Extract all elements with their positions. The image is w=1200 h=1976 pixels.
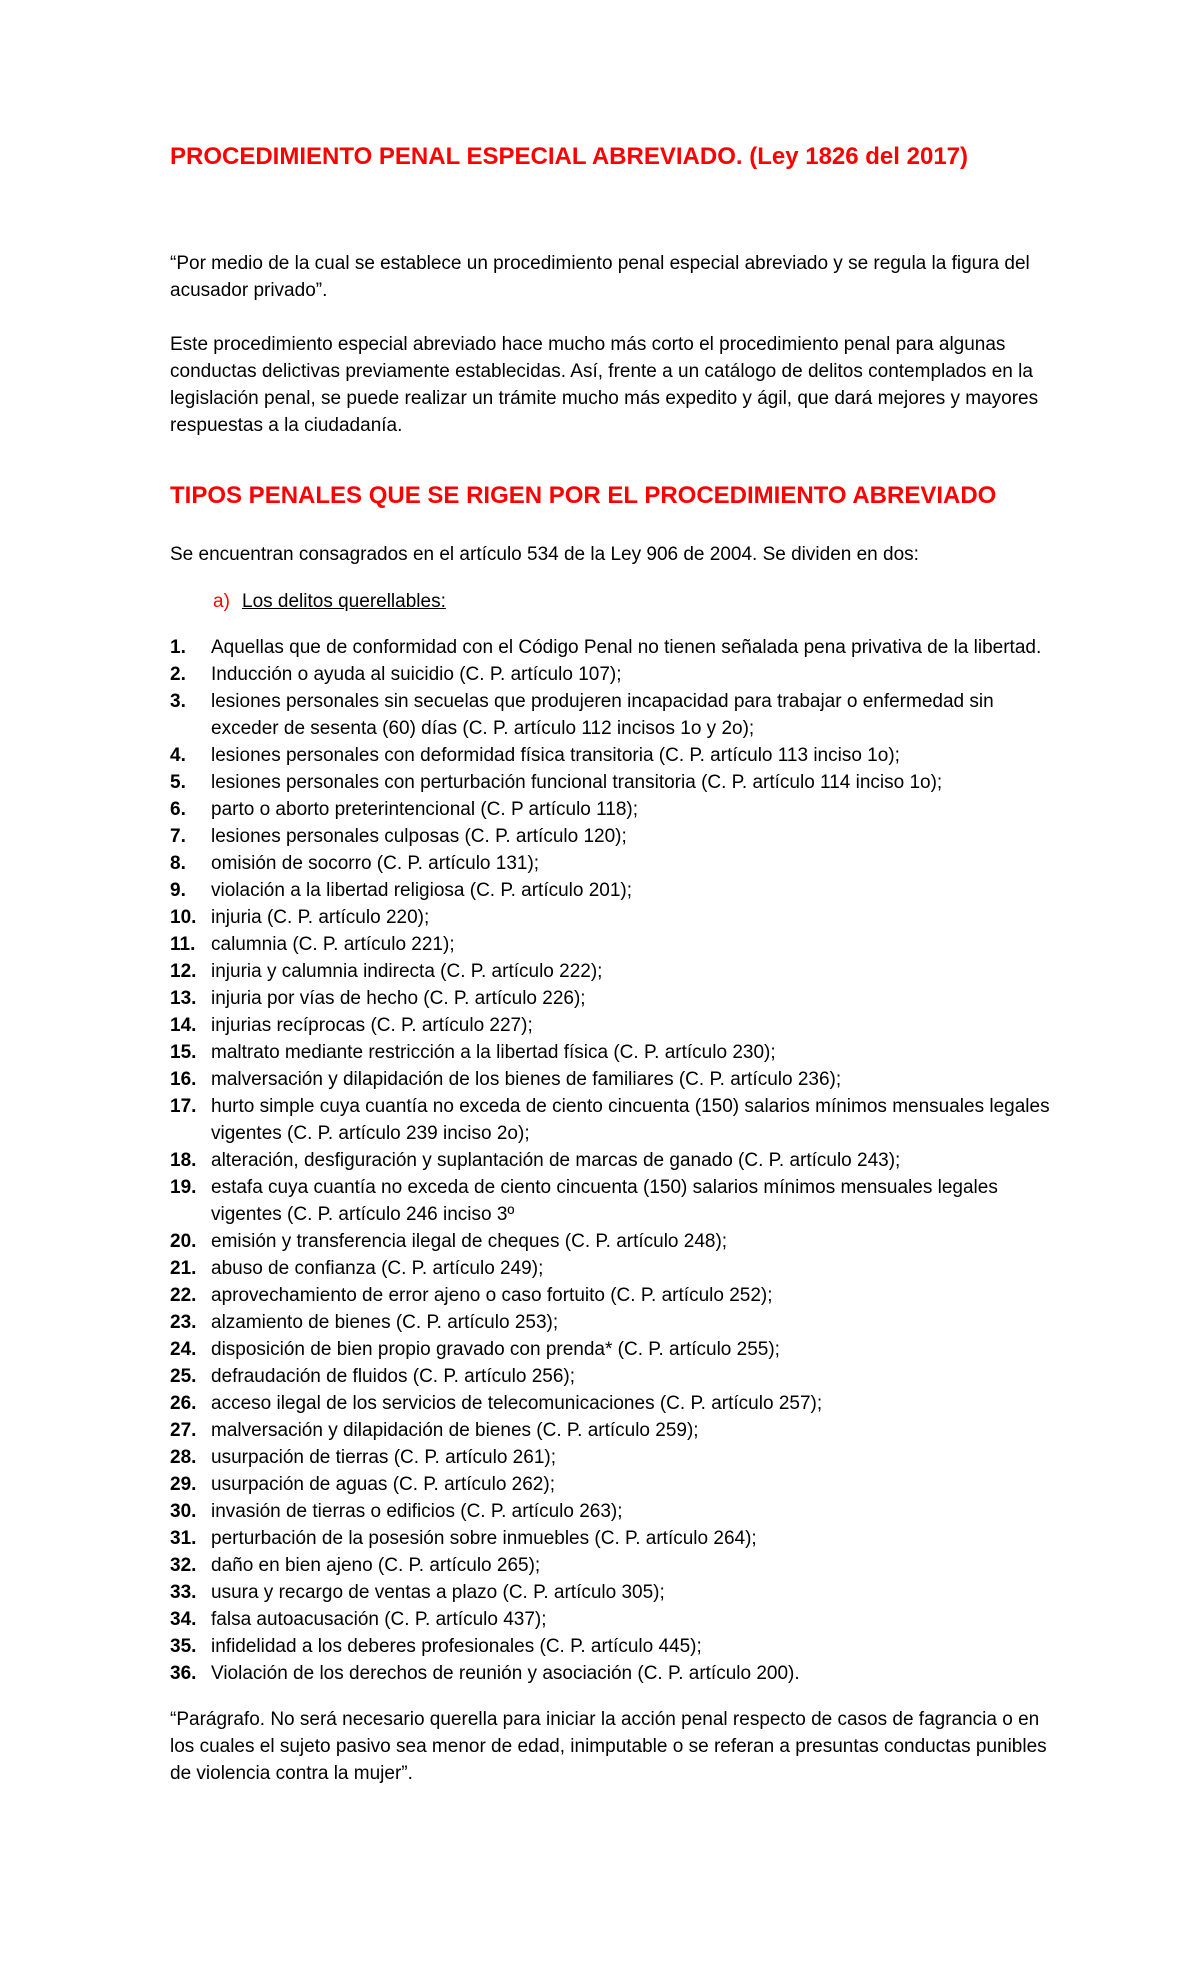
list-item-number: 22. (170, 1285, 197, 1306)
list-item (170, 1660, 1050, 1687)
list-item-number: 8. (170, 853, 186, 874)
list-item (170, 1039, 1050, 1066)
list-item (170, 877, 1050, 904)
list-item-text: infidelidad a los deberes profesionales (C. P. artículo 445); (211, 1636, 702, 1657)
list-item (170, 742, 1050, 769)
list-item-number: 23. (170, 1312, 197, 1333)
list-item (170, 1552, 1050, 1579)
list-item-text: Inducción o ayuda al suicidio (C. P. artículo 107); (211, 664, 622, 685)
list-item (170, 1525, 1050, 1552)
list-item-text: lesiones personales con perturbación funcional transitoria (C. P. artículo 114 inciso 1o); (211, 772, 943, 793)
section-title: TIPOS PENALES QUE SE RIGEN POR EL PROCEDIMIENTO ABREVIADO (170, 482, 997, 509)
list-item-number: 19. (170, 1177, 197, 1198)
list-item-number: 21. (170, 1258, 197, 1279)
list-item (170, 1012, 1050, 1039)
list-item-text: defraudación de fluidos (C. P. artículo 256); (211, 1366, 576, 1387)
list-item-text: malversación y dilapidación de los bienes de familiares (C. P. artículo 236); (211, 1069, 842, 1090)
list-item-number: 20. (170, 1231, 197, 1252)
intro-paragraph: Este procedimiento especial abreviado hace mucho más corto el procedimiento penal para algunas conductas delictivas previamente establecidas. Así, frente a un catálogo de delitos contemplados en la legislación penal, se puede realizar un trámite mucho más expedito y ágil, que dará mejores y mayores respuestas a la ciudadanía. (170, 334, 1039, 436)
list-item-number: 24. (170, 1339, 197, 1360)
list-item-text: injuria por vías de hecho (C. P. artículo 226); (211, 988, 586, 1009)
list-item-number: 26. (170, 1393, 197, 1414)
list-item (170, 1066, 1050, 1093)
list-item-text: lesiones personales culposas (C. P. artículo 120); (211, 826, 627, 847)
list-item-number: 27. (170, 1420, 197, 1441)
list-item-number: 32. (170, 1555, 197, 1576)
list-item-text: alzamiento de bienes (C. P. artículo 253); (211, 1312, 559, 1333)
document-title: PROCEDIMIENTO PENAL ESPECIAL ABREVIADO. (Ley 1826 del 2017) (170, 143, 968, 170)
list-item-text: abuso de confianza (C. P. artículo 249); (211, 1258, 544, 1279)
list-item (170, 931, 1050, 958)
list-item-number: 11. (170, 934, 196, 955)
list-item (170, 1282, 1050, 1309)
list-item-text: usurpación de aguas (C. P. artículo 262); (211, 1474, 555, 1495)
list-item (170, 1579, 1050, 1606)
list-item (170, 634, 1050, 661)
list-item-text: disposición de bien propio gravado con prenda* (C. P. artículo 255); (211, 1339, 780, 1360)
list-item-number: 36. (170, 1663, 197, 1684)
list-item (170, 1093, 1050, 1147)
list-item (170, 1255, 1050, 1282)
list-item-number: 4. (170, 745, 186, 766)
list-item-number: 16. (170, 1069, 197, 1090)
list-item-text: omisión de socorro (C. P. artículo 131); (211, 853, 540, 874)
list-item-text: perturbación de la posesión sobre inmuebles (C. P. artículo 264); (211, 1528, 757, 1549)
list-item-number: 15. (170, 1042, 197, 1063)
crimes-list (170, 634, 1050, 1687)
section-intro: Se encuentran consagrados en el artículo 534 de la Ley 906 de 2004. Se dividen en dos: (170, 544, 919, 565)
list-item (170, 1498, 1050, 1525)
list-item (170, 1363, 1050, 1390)
list-item-text: injuria (C. P. artículo 220); (211, 907, 430, 928)
list-item (170, 769, 1050, 796)
list-item (170, 850, 1050, 877)
list-item (170, 661, 1050, 688)
law-quote: “Por medio de la cual se establece un procedimiento penal especial abreviado y se regula la figura del acusador privado”. (170, 253, 1030, 301)
list-item-text: aprovechamiento de error ajeno o caso fortuito (C. P. artículo 252); (211, 1285, 773, 1306)
list-item (170, 823, 1050, 850)
list-item-text: Violación de los derechos de reunión y asociación (C. P. artículo 200). (211, 1663, 800, 1684)
sub-list-marker: a) (213, 591, 230, 612)
list-item-number: 10. (170, 907, 197, 928)
list-item (170, 1147, 1050, 1174)
document-page (170, 142, 1050, 1787)
list-item (170, 985, 1050, 1012)
list-item-number: 12. (170, 961, 197, 982)
list-item-number: 2. (170, 664, 186, 685)
list-item-text: estafa cuya cuantía no exceda de ciento cincuenta (150) salarios mínimos mensuales legales vigentes (C. P. artículo 246 inciso 3º (211, 1177, 998, 1225)
list-item-text: injurias recíprocas (C. P. artículo 227); (211, 1015, 533, 1036)
list-item-number: 13. (170, 988, 197, 1009)
list-item (170, 1606, 1050, 1633)
list-item-text: daño en bien ajeno (C. P. artículo 265); (211, 1555, 541, 1576)
list-item-text: falsa autoacusación (C. P. artículo 437); (211, 1609, 547, 1630)
list-item (170, 958, 1050, 985)
list-item-number: 34. (170, 1609, 197, 1630)
list-item (170, 1471, 1050, 1498)
list-item-text: lesiones personales con deformidad física transitoria (C. P. artículo 113 inciso 1o); (211, 745, 900, 766)
list-item-text: emisión y transferencia ilegal de cheques (C. P. artículo 248); (211, 1231, 728, 1252)
list-item-number: 14. (170, 1015, 197, 1036)
list-item-text: hurto simple cuya cuantía no exceda de ciento cincuenta (150) salarios mínimos mensuales legales vigentes (C. P. artículo 239 inciso 2o); (211, 1096, 1050, 1144)
list-item-number: 5. (170, 772, 186, 793)
list-item-number: 35. (170, 1636, 197, 1657)
list-item-number: 9. (170, 880, 186, 901)
list-item-text: injuria y calumnia indirecta (C. P. artículo 222); (211, 961, 603, 982)
list-item-number: 18. (170, 1150, 197, 1171)
list-item-text: alteración, desfiguración y suplantación de marcas de ganado (C. P. artículo 243); (211, 1150, 901, 1171)
list-item-number: 17. (170, 1096, 197, 1117)
list-item-text: violación a la libertad religiosa (C. P. artículo 201); (211, 880, 633, 901)
list-item-number: 33. (170, 1582, 197, 1603)
list-item-number: 29. (170, 1474, 197, 1495)
list-item (170, 1228, 1050, 1255)
list-item-text: usurpación de tierras (C. P. artículo 261); (211, 1447, 556, 1468)
list-item (170, 1309, 1050, 1336)
list-item-number: 28. (170, 1447, 197, 1468)
list-item-text: parto o aborto preterintencional (C. P artículo 118); (211, 799, 639, 820)
list-item-text: Aquellas que de conformidad con el Código Penal no tienen señalada pena privativa de la libertad. (211, 637, 1042, 658)
list-item-number: 7. (170, 826, 186, 847)
list-item (170, 1444, 1050, 1471)
list-item-text: calumnia (C. P. artículo 221); (211, 934, 455, 955)
list-item-text: invasión de tierras o edificios (C. P. artículo 263); (211, 1501, 623, 1522)
sub-list-label: Los delitos querellables: (242, 591, 446, 612)
sub-list-item (170, 588, 1050, 615)
list-item-number: 1. (170, 637, 186, 658)
list-item (170, 1633, 1050, 1660)
closing-paragraph: “Parágrafo. No será necesario querella para iniciar la acción penal respecto de casos de fagrancia o en los cuales el sujeto pasivo sea menor de edad, inimputable o se referan a presuntas conductas punibles de violencia contra la mujer”. (170, 1709, 1047, 1784)
list-item (170, 1417, 1050, 1444)
list-item-text: lesiones personales sin secuelas que produjeren incapacidad para trabajar o enfermedad sin exceder de sesenta (60) días (C. P. artículo 112 incisos 1o y 2o); (211, 691, 994, 739)
list-item-text: maltrato mediante restricción a la libertad física (C. P. artículo 230); (211, 1042, 776, 1063)
list-item-number: 30. (170, 1501, 197, 1522)
list-item (170, 904, 1050, 931)
list-item-text: acceso ilegal de los servicios de telecomunicaciones (C. P. artículo 257); (211, 1393, 823, 1414)
list-item (170, 688, 1050, 742)
list-item-number: 3. (170, 691, 186, 712)
list-item-number: 6. (170, 799, 186, 820)
list-item-text: usura y recargo de ventas a plazo (C. P. artículo 305); (211, 1582, 665, 1603)
list-item-number: 31. (170, 1528, 197, 1549)
list-item-number: 25. (170, 1366, 197, 1387)
list-item (170, 1390, 1050, 1417)
list-item (170, 1336, 1050, 1363)
list-item (170, 1174, 1050, 1228)
list-item-text: malversación y dilapidación de bienes (C. P. artículo 259); (211, 1420, 699, 1441)
list-item (170, 796, 1050, 823)
